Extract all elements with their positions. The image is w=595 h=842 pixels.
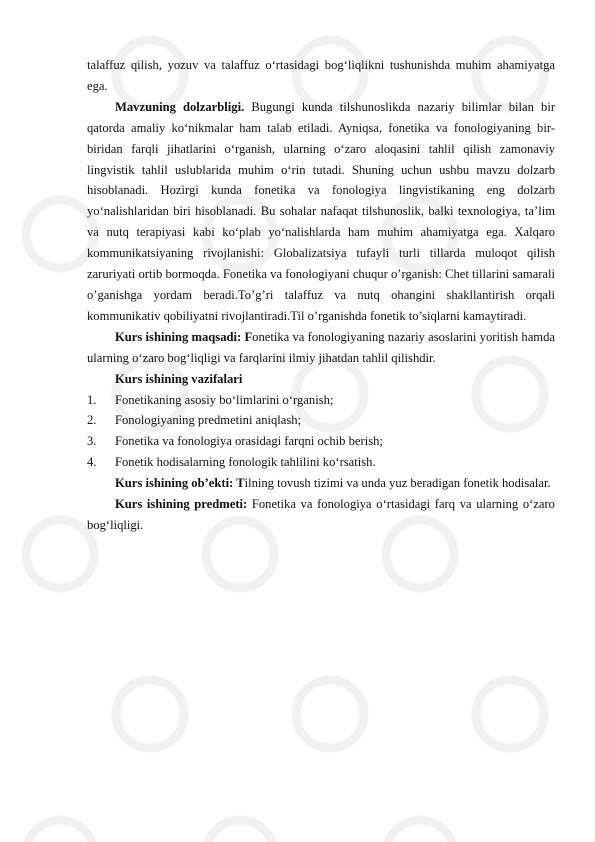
relevance-text: Bugungi kunda tilshunoslikda nazariy bilimlar bilan bir qatorda amaliy ko‘nikmalar ham talab etiladi. Ayniqsa, fonetika va fonologiyaning bir-biridan farqli jihatlarini o‘rganish, ularning o‘zaro aloqasini tahlil qilish zamonaviy lingvistik tahlil uslublarida muhim o‘rin tutadi. Shuning uchun ushbu mavzu dolzarb hisoblanadi. Hozirgi kunda fonetika va fonologiya lingvistikaning eng dolzarb yo‘nalishlaridan biri hisoblanadi. Bu sohalar nafaqat tilshunoslik, balki texnologiya, ta’lim va nutq terapiyasi kabi ko‘plab yo‘nalishlarda ham muhim ahamiyatga ega. Xalqaro kommunikatsiyaning rivojlanishi: Globalizatsiya tufayli turli tillarda muloqot qilish zaruriyati ortib bormoqda. Fonetika va fonologiyani chuqur o’rganish: Chet tillarini samarali o’ganishga yordam beradi.To’g’ri talaffuz va nutq ohangini shakllantirish orqali kommunikativ qobiliyatni rivojlantiradi.Til o’rganishda fonetik to’siqlarni kamaytiradi. [87,99,556,323]
list-item-text: Fonetikaning asosiy bo‘limlarini o‘rganish; [115,392,334,407]
list-item-number: 4. [87,455,97,470]
list-item-text: Fonetika va fonologiya orasidagi farqni ochib berish; [115,434,383,449]
object-heading: Kurs ishining ob’ekti: T [115,476,245,491]
subject-paragraph [87,494,555,536]
list-item-number: 2. [87,413,97,428]
tasks-list [87,390,555,474]
list-item [87,452,555,473]
object-paragraph [87,473,555,494]
relevance-heading: Mavzuning dolzarbligi. [115,99,245,114]
list-item-number: 3. [87,434,97,449]
object-text: ilning tovush tizimi va unda yuz beradigan fonetik hodisalar. [244,476,551,491]
list-item-text: Fonetik hodisalarning fonologik tahlilini ko‘rsatish. [115,455,376,470]
goal-heading: Kurs ishining maqsadi: F [115,329,253,344]
document-body [87,55,555,536]
subject-heading: Kurs ishining predmeti: [115,497,248,512]
list-item-text: Fonologiyaning predmetini aniqlash; [115,413,302,428]
goal-text: onetika va fonologiyaning nazariy asoslarini yoritish hamda ularning o‘zaro bog‘liqligi va farqlarini ilmiy jihatdan tahlil qilishdir. [87,329,555,365]
list-item [87,410,555,431]
relevance-paragraph [87,97,555,327]
subject-text: Fonetika va fonologiya o‘rtasidagi farq va ularning o‘zaro bog‘liqligi. [87,497,555,532]
goal-paragraph [87,327,555,369]
tasks-heading: Kurs ishining vazifalari [115,371,243,386]
list-item [87,390,555,411]
list-item [87,431,555,452]
list-item-number: 1. [87,392,97,407]
intro-paragraph: talaffuz qilish, yozuv va talaffuz o‘rtasidagi bog‘liqlikni tushunishda muhim ahamiyatga ega. [87,58,555,93]
